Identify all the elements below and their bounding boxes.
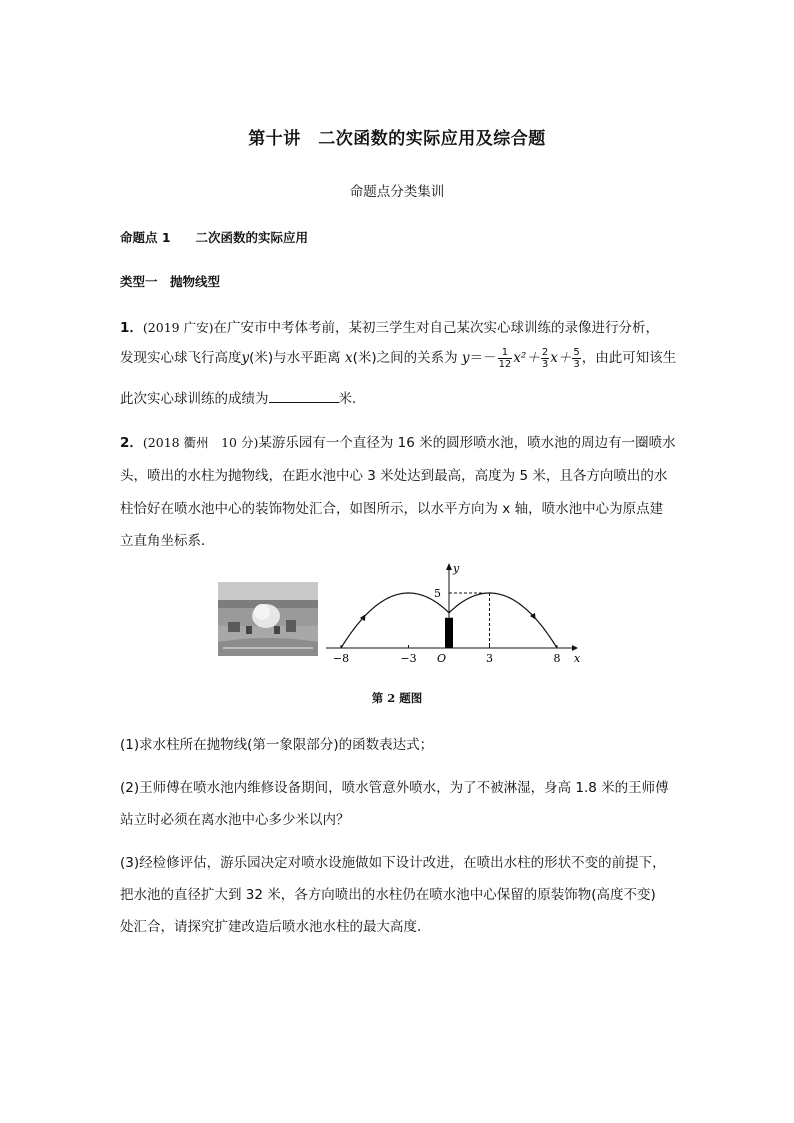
variable-x: x [344, 350, 353, 366]
q2-part1: (1)求水柱所在抛物线(第一象限部分)的函数表达式； [120, 737, 434, 753]
q2-part3-line1: (3)经检修评估，游乐园决定对喷水设施做如下设计改进，在喷出水柱的形状不变的前提下， [120, 855, 666, 871]
fountain-photo-image [218, 582, 318, 656]
equation-y: y [461, 350, 470, 366]
q1-line3 [120, 387, 366, 407]
q1-source: (2019 广安) [142, 320, 214, 335]
x-axis-label: x [574, 652, 581, 665]
type-heading: 类型一 抛物线型 [120, 274, 221, 289]
q2-line4: 立直角坐标系． [120, 533, 215, 549]
fraction-1-12 [498, 347, 513, 370]
equation-x: x＋ [550, 350, 572, 366]
y-axis-label: y [453, 562, 460, 575]
q1-line1 [120, 316, 659, 336]
answer-blank[interactable] [269, 390, 339, 403]
q2-text: 某游乐园有一个直径为 16 米的圆形喷水池，喷水池的周边有一圈喷水 [258, 435, 676, 451]
numerator: 5 [573, 346, 580, 358]
q2-line1 [120, 431, 676, 451]
x-tick-label: 3 [486, 652, 493, 665]
denominator: 3 [541, 358, 549, 370]
page-subtitle: 命题点分类集训 [349, 184, 445, 200]
y-tick-label: 5 [434, 587, 441, 600]
q1-text: 米． [338, 391, 366, 407]
q1-text: (米)与水平距离 [249, 350, 345, 366]
q2-part3-line2: 把水池的直径扩大到 32 米，各方向喷出的水柱仍在喷水池中心保留的原装饰物(高度不变) [120, 887, 656, 903]
q1-text: 在广安市中考体考前，某初三学生对自己某次实心球训练的录像进行分析， [213, 320, 659, 336]
center-pillar [445, 618, 453, 648]
q1-text: 发现实心球飞行高度 [120, 350, 242, 366]
fraction-5-3 [572, 347, 580, 370]
page-title: 第十讲 二次函数的实际应用及综合题 [248, 129, 546, 149]
fraction-2-3 [541, 347, 549, 370]
q2-part2-line1: (2)王师傅在喷水池内维修设备期间，喷水管意外喷水，为了不被淋湿，身高 1.8 米的王师傅 [120, 780, 669, 796]
fountain-photo [218, 582, 318, 656]
denominator: 3 [573, 358, 580, 370]
x-tick-label: 8 [553, 652, 561, 665]
equation-equals: ＝－ [469, 350, 497, 366]
denominator: 12 [498, 358, 512, 370]
x-tick-label: −8 [332, 652, 350, 665]
numerator: 2 [541, 346, 549, 358]
q2-line3: 柱恰好在喷水池中心的装饰物处汇合，如图所示，以水平方向为 x 轴，喷水池中心为原点建 [120, 501, 664, 517]
q2-number: 2． [120, 435, 143, 451]
right-parabola [449, 593, 557, 648]
q1-text: ，由此可知该生 [581, 350, 677, 366]
equation-x-squared: x²＋ [513, 350, 540, 366]
q1-text: (米)之间的关系为 [352, 350, 462, 366]
left-parabola [341, 593, 449, 648]
parabola-chart [322, 560, 584, 670]
x-axis-arrow [572, 645, 578, 651]
q2-part2-line2: 站立时必须在离水池中心多少米以内？ [120, 812, 350, 828]
q2-line2: 头，喷出的水柱为抛物线，在距水池中心 3 米处达到最高，高度为 5 米，且各方向喷出的水 [120, 468, 668, 484]
q1-line2 [120, 346, 676, 370]
q2-part3-line3: 处汇合，请探究扩建改造后喷水池水柱的最大高度． [120, 919, 431, 935]
y-axis-arrow [446, 563, 452, 570]
variable-y: y [241, 350, 250, 366]
q1-text: 此次实心球训练的成绩为 [120, 391, 269, 407]
figure-caption: 第 2 题图 [371, 691, 423, 705]
origin-label: O [437, 652, 447, 665]
section-heading: 命题点 1 二次函数的实际应用 [120, 230, 309, 245]
x-tick-label: −3 [400, 652, 417, 665]
q1-number: 1． [120, 320, 143, 336]
q2-source: (2018 衢州 10 分) [142, 435, 259, 450]
numerator: 1 [498, 347, 513, 359]
